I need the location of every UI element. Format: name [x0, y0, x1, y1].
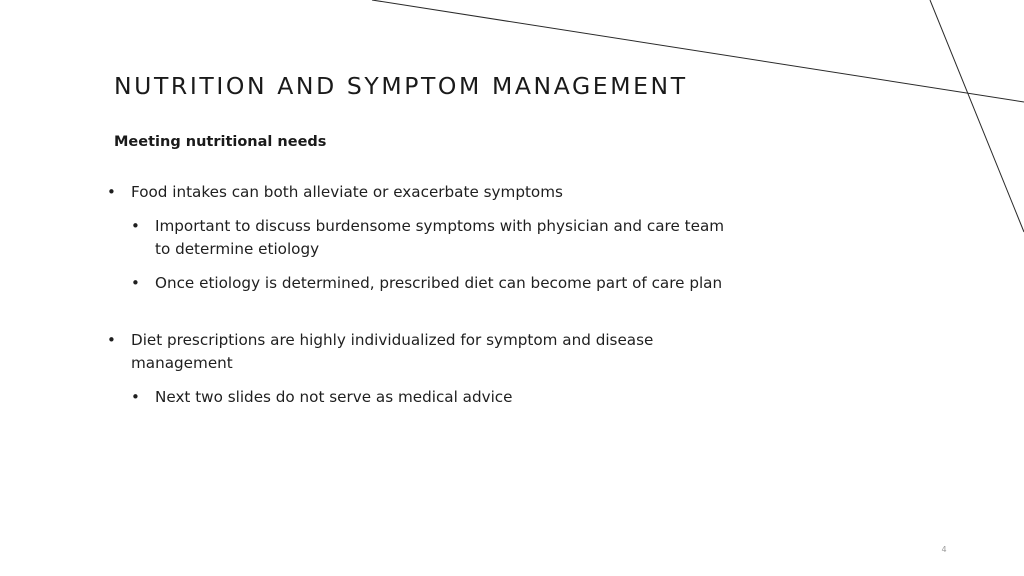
bullet-dot: • — [131, 217, 140, 235]
bullet-dot: • — [107, 331, 116, 349]
decorative-line-steep — [930, 0, 1024, 232]
slide-title: NUTRITION AND SYMPTOM MANAGEMENT — [114, 72, 688, 100]
page-number: 4 — [941, 545, 947, 554]
slide-subtitle: Meeting nutritional needs — [114, 134, 327, 150]
bullet-text: Diet prescriptions are highly individualized for symptom and disease management — [131, 331, 654, 372]
bullet-text: Once etiology is determined, prescribed diet can become part of care plan — [155, 274, 723, 292]
bullet-item — [131, 272, 735, 295]
bullet-dot: • — [107, 183, 116, 201]
bullet-dot: • — [131, 388, 140, 406]
bullet-item — [131, 215, 735, 261]
bullet-item — [131, 386, 735, 409]
bullet-item — [107, 181, 741, 204]
bullet-text: Important to discuss burdensome symptoms with physician and care team to determine etiology — [155, 217, 725, 258]
bullet-text: Next two slides do not serve as medical advice — [155, 388, 513, 406]
bullet-item — [107, 329, 741, 375]
bullet-text: Food intakes can both alleviate or exacerbate symptoms — [131, 183, 563, 201]
bullet-dot: • — [131, 274, 140, 292]
